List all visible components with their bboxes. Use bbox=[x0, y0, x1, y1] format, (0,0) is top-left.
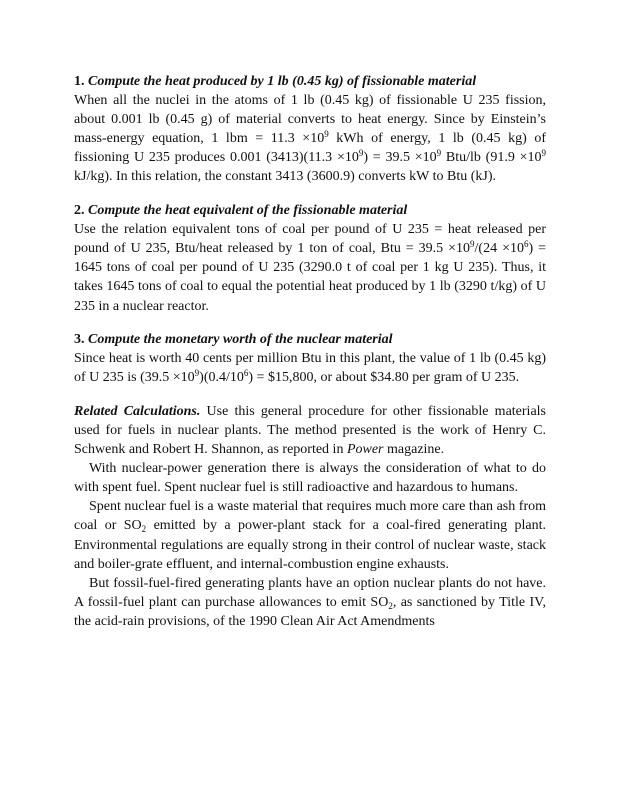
text-run: )(0.4/10 bbox=[199, 370, 244, 386]
spent-fuel-paragraph: With nuclear-power generation there is always the consideration of what to do with spent fuel. Spent nuclear fuel is still radioactive and hazardous to humans. bbox=[74, 461, 546, 496]
step-2 bbox=[74, 201, 546, 316]
step-number: 3. bbox=[74, 332, 85, 348]
text-run: Since heat is worth 40 cents per million Btu in this plant, the value of 1 lb (0.45 kg) of U 235 is (39.5 ×10 bbox=[74, 351, 546, 386]
step-1 bbox=[74, 72, 546, 187]
related-calculations-heading: Related Calculations. bbox=[74, 403, 201, 419]
exponent: 9 bbox=[541, 148, 546, 159]
exponent: 6 bbox=[243, 368, 249, 379]
text-run: ) = 39.5 ×10 bbox=[363, 150, 437, 166]
text-run: emitted by a power-plant stack for a coal-fired generating plant. Environmental regulations are equally strong in their control of nuclear waste, stack and boiler-grate effluent, and internal-combustion engine exhausts. bbox=[74, 518, 546, 572]
text-run: But fossil-fuel-fired generating plants have an option nuclear plants do not have. A fossil-fuel plant can purchase allowances to emit SO bbox=[74, 575, 546, 610]
text-run: Use this general procedure for other fissionable materials used for fuels in nuclear plants. The method presented is the work of Henry C. Schwenk and Robert H. Shannon, as reported in bbox=[74, 403, 546, 458]
exponent: 9 bbox=[470, 239, 475, 250]
document-body bbox=[74, 72, 546, 631]
step-2-text bbox=[74, 220, 546, 315]
text-run: magazine. bbox=[383, 442, 445, 458]
step-3 bbox=[74, 330, 546, 387]
step-number: 2. bbox=[74, 203, 85, 219]
exponent: 9 bbox=[194, 368, 200, 379]
step-3-text bbox=[74, 349, 546, 387]
step-2-title bbox=[74, 201, 546, 220]
text-run: /(24 ×10 bbox=[474, 241, 524, 257]
step-number: 1. bbox=[74, 74, 85, 89]
text-run: ) = $15,800, or about $34.80 per gram of U 235. bbox=[248, 370, 520, 386]
text-run: kJ/kg). In this relation, the constant 3413 (3600.9) converts kW to Btu (kJ). bbox=[74, 169, 497, 185]
subscript: 2 bbox=[388, 600, 393, 611]
step-heading: Compute the heat produced by 1 lb (0.45 kg) of fissionable material bbox=[88, 74, 477, 89]
fossil-fuel-paragraph bbox=[74, 574, 546, 631]
text-run: Btu/lb (91.9 ×10 bbox=[441, 150, 542, 166]
text-run: kWh of energy, 1 lb (0.45 kg) of fissioning U 235 produces 0.001 (3413)(11.3 ×10 bbox=[74, 131, 546, 166]
step-1-title bbox=[74, 72, 546, 91]
step-3-title bbox=[74, 330, 546, 349]
text-run: Use the relation equivalent tons of coal per pound of U 235 = heat released per pound of U 235, Btu/heat released by 1 ton of coal, Btu = 39.5 ×10 bbox=[74, 222, 546, 257]
exponent: 6 bbox=[523, 239, 529, 250]
step-heading: Compute the heat equivalent of the fissionable material bbox=[88, 203, 408, 219]
text-run: , as sanctioned by Title IV, the acid-rain provisions, of the 1990 Clean Air Act Amendments bbox=[74, 594, 546, 629]
step-heading: Compute the monetary worth of the nuclear material bbox=[88, 332, 393, 348]
text-run: Spent nuclear fuel is a waste material that requires much more care than ash from coal or SO bbox=[74, 499, 546, 534]
step-1-text bbox=[74, 91, 546, 186]
exponent: 9 bbox=[358, 148, 364, 159]
exponent: 9 bbox=[436, 148, 442, 159]
text-run: When all the nuclei in the atoms of 1 lb (0.45 kg) of fissionable U 235 fission, about 0.001 lb (0.45 g) of material converts to heat energy. Since by Einstein’s mass-energy equation, 1 lbm = 11.3 ×10 bbox=[74, 93, 546, 147]
subscript: 2 bbox=[141, 524, 147, 535]
magazine-title: Power bbox=[346, 442, 384, 458]
related-calculations-paragraph bbox=[74, 402, 546, 459]
exponent: 9 bbox=[324, 129, 329, 140]
waste-material-paragraph bbox=[74, 497, 546, 573]
text-run: ) = 1645 tons of coal per pound of U 235 (3290.0 t of coal per 1 kg U 235). Thus, it takes 1645 tons of coal to equal the potential heat produced by 1 lb (3290 t/kg) of U 235 in a nuclear reactor. bbox=[74, 241, 546, 314]
